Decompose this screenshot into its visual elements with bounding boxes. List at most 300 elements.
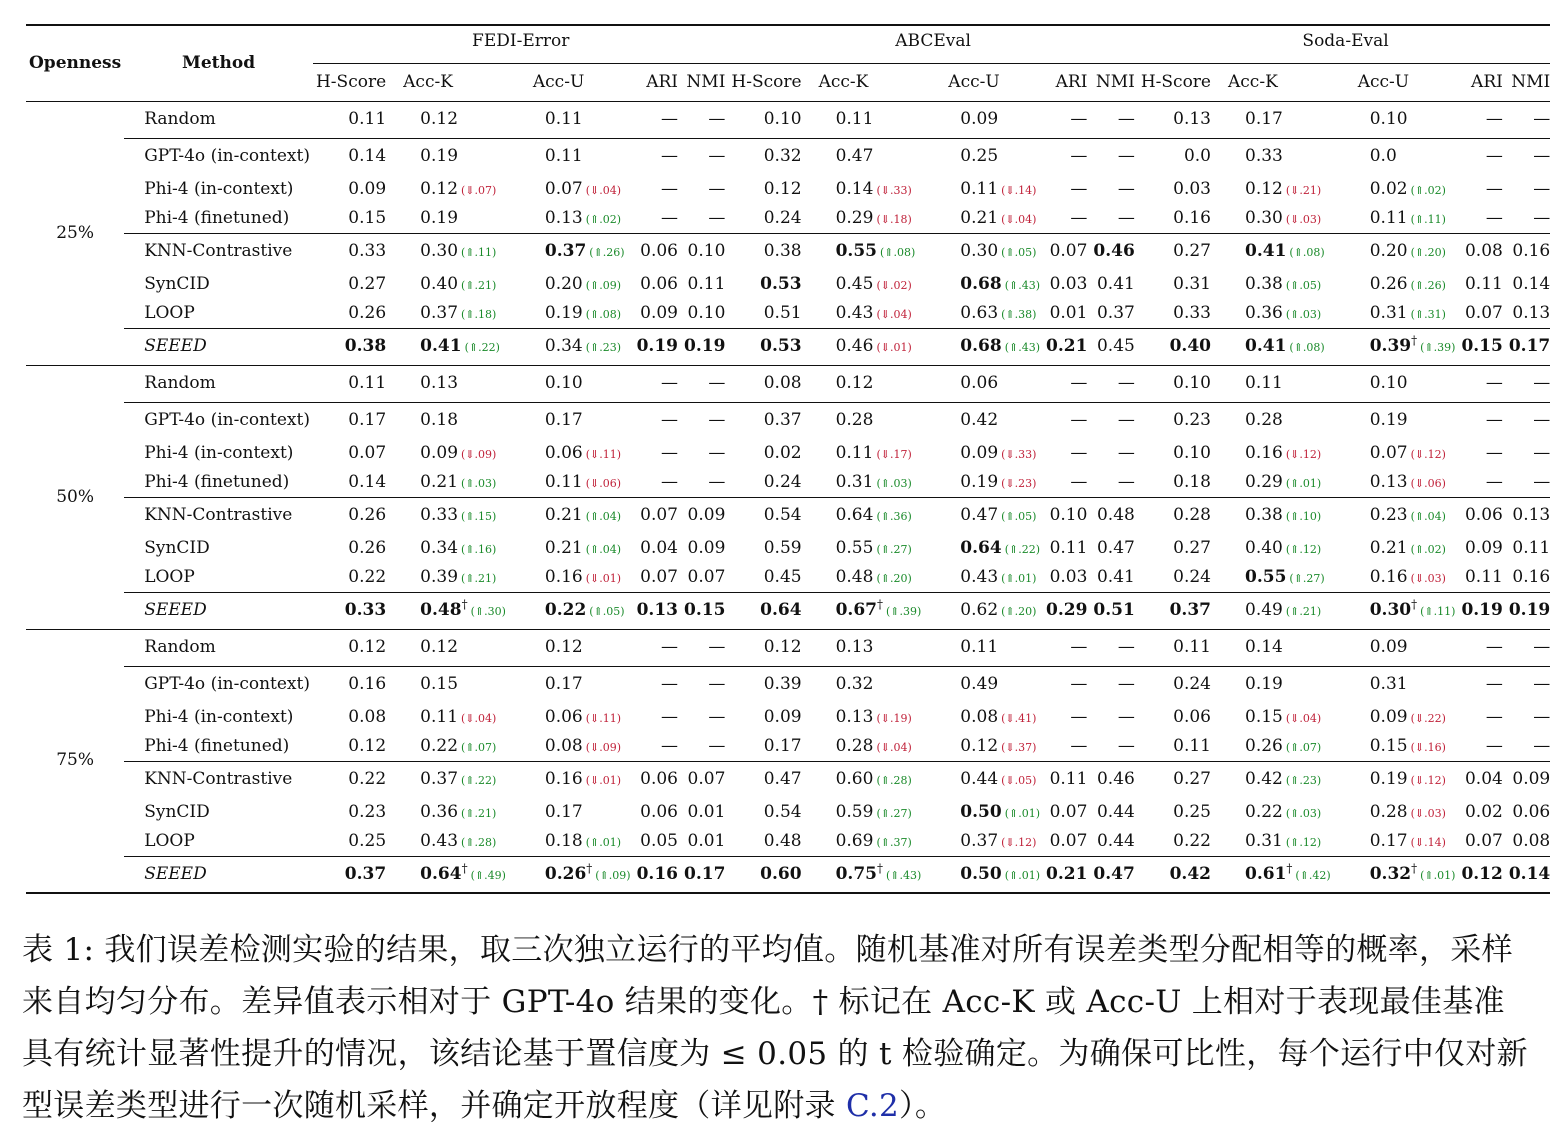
cell-value: 0.31 — [1245, 830, 1283, 851]
delta-up: (⇑.20) — [1001, 605, 1037, 618]
cell-value: 0.49 — [960, 674, 999, 695]
table-cell — [1138, 439, 1214, 468]
table-cell — [1334, 827, 1459, 856]
table-cell — [728, 592, 804, 629]
table-cell — [1334, 270, 1459, 299]
cell-value: 0.09 — [640, 302, 678, 323]
table-cell — [1138, 328, 1214, 365]
delta-down: (⇓.19) — [876, 712, 912, 725]
cell-value: — — [1533, 146, 1550, 167]
delta-up: (⇑.43) — [885, 868, 922, 882]
table-cell — [924, 233, 1043, 270]
cell-value: 0.21 — [544, 538, 583, 558]
cell-value: 0.46 — [1096, 769, 1135, 790]
cell-value: 0.08 — [1464, 241, 1503, 262]
cell-value: 0.24 — [763, 471, 802, 492]
delta-down: (⇓.16) — [1410, 740, 1446, 754]
significance-dagger: † — [461, 861, 468, 876]
cell-value: 0.10 — [687, 241, 726, 262]
cell-value: 0.16 — [1512, 566, 1550, 587]
cell-value: 0.11 — [1049, 769, 1088, 790]
table-cell — [1214, 233, 1334, 270]
table-cell — [634, 328, 681, 365]
column-header: Acc-U — [948, 71, 1000, 92]
table-cell — [681, 761, 728, 798]
table-cell — [509, 629, 634, 666]
table-cell — [1090, 629, 1137, 666]
cell-value: 0.19 — [684, 336, 726, 356]
cell-value: 0.11 — [960, 637, 999, 657]
cell-value: 0.08 — [960, 707, 999, 727]
cell-value: 0.07 — [1464, 302, 1503, 323]
delta-down: (⇓.11) — [585, 448, 622, 461]
table-cell — [728, 365, 804, 402]
cell-value: 0.22 — [1245, 802, 1283, 822]
cell-value: 0.18 — [544, 830, 583, 851]
cell-value: 0.39 — [1369, 336, 1412, 356]
table-cell — [924, 703, 1043, 732]
table-row — [26, 175, 1550, 204]
table-cell — [509, 439, 634, 468]
table-cell — [389, 534, 509, 563]
cell-value: 0.26 — [348, 302, 387, 323]
cell-value: 0.13 — [1369, 471, 1408, 492]
cell-value: 0.16 — [348, 674, 387, 695]
table-cell — [681, 439, 728, 468]
table-cell — [805, 592, 925, 629]
table-cell — [634, 365, 681, 402]
cell-value: 0.07 — [544, 179, 583, 199]
cell-value: 0.16 — [1512, 241, 1550, 262]
table-cell — [1138, 761, 1214, 798]
cell-value: 0.33 — [420, 505, 459, 526]
table-cell — [634, 827, 681, 856]
delta-down: (⇓.01) — [585, 774, 622, 788]
cell-value: 0.06 — [544, 707, 583, 727]
cell-value: 0.41 — [1245, 241, 1287, 262]
delta-up: (⇑.02) — [1410, 543, 1446, 556]
table-cell — [681, 497, 728, 534]
cell-value: 0.46 — [1093, 241, 1135, 262]
cell-value: 0.29 — [1245, 471, 1283, 492]
table-cell — [1458, 827, 1505, 856]
cell-value: 0.40 — [1245, 538, 1283, 558]
table-cell — [1043, 365, 1090, 402]
table-cell — [313, 732, 389, 761]
cell-value: 0.33 — [1245, 146, 1283, 167]
table-cell — [509, 270, 634, 299]
table-cell — [924, 563, 1043, 592]
cell-value: 0.51 — [1093, 600, 1135, 620]
cell-value: 0.47 — [763, 769, 802, 790]
cell-value: — — [1533, 443, 1550, 463]
cell-value: 0.09 — [1464, 538, 1503, 558]
table-cell — [1214, 497, 1334, 534]
delta-up: (⇑.36) — [876, 510, 912, 524]
cell-value: — — [708, 707, 726, 727]
cell-value: 0.19 — [1508, 600, 1550, 620]
cell-value: 0.67 — [835, 600, 877, 620]
delta-up: (⇑.22) — [464, 341, 500, 354]
delta-down: (⇓.09) — [461, 448, 497, 461]
table-cell — [1506, 761, 1550, 798]
table-cell — [1214, 402, 1334, 439]
table-cell — [313, 798, 389, 827]
table-cell — [389, 629, 509, 666]
cell-value: — — [1533, 707, 1550, 727]
method-name: KNN-Contrastive — [124, 233, 313, 270]
cell-value: 0.10 — [1369, 373, 1408, 393]
table-cell — [924, 328, 1043, 365]
cell-value: 0.07 — [640, 566, 678, 587]
cell-value: 0.11 — [1245, 373, 1283, 393]
cell-value: — — [708, 471, 726, 492]
table-cell — [681, 798, 728, 827]
cell-value: 0.11 — [1049, 538, 1088, 558]
cell-value: 0.07 — [1049, 241, 1088, 262]
table-cell — [389, 798, 509, 827]
significance-dagger: † — [876, 861, 883, 876]
table-cell — [1090, 666, 1137, 703]
table-row — [26, 798, 1550, 827]
delta-up: (⇑.16) — [461, 543, 497, 556]
method-name: GPT-4o (in-context) — [124, 402, 313, 439]
cell-value: 0.43 — [960, 566, 999, 587]
cell-value: 0.27 — [1173, 538, 1211, 558]
table-cell — [389, 204, 509, 233]
cell-value: 0.19 — [1369, 769, 1408, 790]
table-cell — [389, 270, 509, 299]
cell-value: 0.51 — [763, 302, 802, 323]
cell-value: 0.14 — [835, 179, 874, 199]
cell-value: 0.04 — [1464, 769, 1503, 790]
table-cell — [805, 402, 925, 439]
table-cell — [1334, 365, 1459, 402]
cell-value: 0.19 — [1369, 410, 1408, 431]
table-cell — [1506, 204, 1550, 233]
cell-value: 0.37 — [420, 302, 459, 323]
delta-up: (⇑.28) — [876, 774, 912, 788]
table-cell — [389, 666, 509, 703]
table-cell — [924, 175, 1043, 204]
delta-down: (⇓.12) — [1410, 774, 1446, 788]
significance-dagger: † — [1411, 333, 1418, 348]
cell-value: 0.10 — [544, 373, 583, 393]
table-cell — [1043, 761, 1090, 798]
cell-value: 0.11 — [835, 443, 874, 463]
delta-up: (⇑.22) — [461, 774, 497, 788]
cell-value: 0.19 — [636, 336, 678, 356]
significance-dagger: † — [461, 597, 468, 612]
table-cell — [509, 101, 634, 138]
delta-up: (⇑.27) — [876, 807, 912, 820]
delta-up: (⇑.04) — [585, 510, 622, 524]
cell-value: — — [1485, 637, 1503, 657]
table-cell — [805, 204, 925, 233]
cell-value: 0.13 — [835, 637, 874, 657]
method-name: KNN-Contrastive — [124, 761, 313, 798]
cell-value: 0.37 — [1096, 302, 1135, 323]
table-cell — [924, 827, 1043, 856]
table-row — [26, 299, 1550, 328]
table-cell — [1214, 270, 1334, 299]
cell-value: 0.08 — [1512, 830, 1550, 851]
table-cell — [805, 497, 925, 534]
cell-value: 0.34 — [420, 538, 459, 558]
cell-value: 0.08 — [544, 735, 583, 756]
delta-up: (⇑.22) — [1004, 543, 1041, 556]
caption-text-end: ）。 — [899, 1088, 947, 1124]
cell-value: — — [661, 207, 678, 228]
cell-value: 0.22 — [544, 600, 587, 620]
cell-value: 0.31 — [835, 471, 874, 492]
cell-value: — — [661, 637, 678, 657]
table-cell — [1138, 270, 1214, 299]
column-header: ARI — [1471, 71, 1503, 92]
cell-value: 0.17 — [544, 802, 583, 822]
table-cell — [805, 798, 925, 827]
delta-down: (⇓.41) — [1001, 712, 1037, 725]
table-cell — [681, 666, 728, 703]
cell-value: 0.45 — [1096, 336, 1135, 356]
delta-up: (⇑.21) — [461, 279, 497, 292]
table-cell — [389, 328, 509, 365]
cell-value: — — [1070, 735, 1088, 756]
delta-up: (⇑.10) — [1285, 510, 1322, 524]
table-cell — [1458, 856, 1505, 893]
cell-value: 0.29 — [835, 207, 874, 228]
cell-value: 0.32 — [1369, 863, 1412, 884]
table-cell — [634, 497, 681, 534]
table-row — [26, 204, 1550, 233]
table-cell — [1334, 703, 1459, 732]
cell-value: — — [1070, 674, 1088, 695]
cell-value: 0.15 — [420, 674, 459, 695]
cell-value: 0.16 — [636, 863, 678, 884]
table-cell — [1214, 468, 1334, 497]
table-cell — [805, 138, 925, 175]
cell-value: 0.27 — [348, 274, 387, 294]
table-cell — [1090, 761, 1137, 798]
cell-value: 0.16 — [1173, 207, 1211, 228]
cell-value: 0.07 — [1369, 443, 1408, 463]
table-cell — [389, 563, 509, 592]
table-cell — [313, 468, 389, 497]
cell-value: — — [1070, 109, 1088, 129]
method-name: LOOP — [144, 302, 195, 323]
table-cell — [924, 138, 1043, 175]
table-cell — [681, 592, 728, 629]
cell-value: 0.44 — [1096, 802, 1135, 822]
cell-value: 0.09 — [687, 538, 726, 558]
cell-value: 0.15 — [1369, 735, 1408, 756]
cell-value: — — [1070, 637, 1088, 657]
cell-value: — — [1070, 443, 1088, 463]
delta-up: (⇑.01) — [585, 835, 622, 849]
table-cell — [1043, 233, 1090, 270]
cell-value: 0.14 — [348, 471, 387, 492]
table-cell — [1506, 732, 1550, 761]
delta-down: (⇓.03) — [1285, 212, 1322, 226]
openness-value: 25% — [56, 222, 94, 243]
appendix-link[interactable]: C.2 — [845, 1088, 900, 1124]
table-cell — [681, 270, 728, 299]
table-cell — [1506, 703, 1550, 732]
cell-value: 0.60 — [835, 769, 874, 790]
cell-value: 0.11 — [835, 109, 874, 129]
table-cell — [1090, 233, 1137, 270]
delta-down: (⇓.03) — [1410, 571, 1446, 585]
table-cell — [728, 233, 804, 270]
cell-value: 0.33 — [348, 241, 387, 262]
cell-value: 0.10 — [1369, 109, 1408, 129]
cell-value: — — [1485, 735, 1503, 756]
table-cell — [313, 233, 389, 270]
cell-value: — — [1485, 674, 1503, 695]
delta-up: (⇑.08) — [585, 307, 622, 321]
column-header: ARI — [1055, 71, 1088, 92]
delta-down: (⇓.22) — [1410, 712, 1446, 725]
table-cell — [1334, 798, 1459, 827]
delta-up: (⇑.39) — [885, 605, 922, 618]
significance-dagger: † — [1286, 861, 1293, 876]
cell-value: 0.11 — [544, 109, 583, 129]
table-cell — [634, 732, 681, 761]
table-row — [26, 233, 1550, 270]
cell-value: 0.54 — [763, 505, 802, 526]
table-cell — [1090, 365, 1137, 402]
table-cell — [728, 732, 804, 761]
cell-value: 0.09 — [420, 443, 459, 463]
cell-value: 0.12 — [1245, 179, 1283, 199]
table-cell — [728, 402, 804, 439]
cell-value: 0.12 — [420, 637, 459, 657]
table-cell — [1043, 534, 1090, 563]
table-cell — [1214, 138, 1334, 175]
table-cell — [1090, 732, 1137, 761]
table-row — [26, 666, 1550, 703]
table-row — [26, 761, 1550, 798]
table-cell — [313, 439, 389, 468]
table-cell — [313, 666, 389, 703]
table-cell — [1138, 402, 1214, 439]
delta-down: (⇓.37) — [1001, 740, 1037, 754]
cell-value: — — [708, 637, 726, 657]
cell-value: 0.26 — [1245, 735, 1283, 756]
delta-up: (⇑.23) — [1285, 774, 1322, 788]
table-cell — [313, 101, 389, 138]
table-caption — [22, 924, 1534, 1132]
table-cell — [1138, 666, 1214, 703]
delta-up: (⇑.01) — [1004, 807, 1041, 820]
table-cell — [1043, 138, 1090, 175]
table-cell — [728, 497, 804, 534]
table-cell — [313, 827, 389, 856]
group-header-soda: Soda-Eval — [1138, 25, 1550, 63]
table-cell — [1090, 534, 1137, 563]
cell-value: — — [1117, 410, 1135, 431]
cell-value: — — [1485, 707, 1503, 727]
table-cell — [1043, 299, 1090, 328]
table-cell — [681, 365, 728, 402]
cell-value: — — [661, 410, 678, 431]
table-cell — [1214, 592, 1334, 629]
delta-up: (⇑.01) — [1420, 868, 1456, 882]
table-cell — [634, 468, 681, 497]
cell-value: 0.07 — [687, 769, 726, 790]
cell-value: 0.31 — [1369, 674, 1408, 695]
cell-value: 0.39 — [763, 674, 802, 695]
table-cell — [1090, 497, 1137, 534]
table-cell — [389, 101, 509, 138]
column-header: H-Score — [315, 71, 387, 92]
table-cell — [509, 563, 634, 592]
cell-value: 0.21 — [420, 471, 459, 492]
delta-up: (⇑.08) — [1289, 341, 1325, 354]
table-cell — [1458, 402, 1505, 439]
table-cell — [1214, 101, 1334, 138]
table-row — [26, 534, 1550, 563]
cell-value: 0.27 — [1173, 241, 1211, 262]
delta-up: (⇑.43) — [1004, 279, 1041, 292]
cell-value: 0.09 — [763, 707, 802, 727]
openness-value: 50% — [26, 365, 124, 629]
table-cell — [924, 101, 1043, 138]
table-cell — [924, 732, 1043, 761]
table-cell — [1506, 402, 1550, 439]
table-cell — [1090, 592, 1137, 629]
cell-value: 0.24 — [1173, 674, 1211, 695]
cell-value: — — [1070, 179, 1088, 199]
table-cell — [1138, 732, 1214, 761]
cell-value: 0.16 — [1245, 443, 1283, 463]
table-body — [26, 101, 1550, 893]
cell-value: — — [1533, 410, 1550, 431]
table-cell — [805, 761, 925, 798]
cell-value: 0.38 — [344, 336, 387, 356]
table-cell — [1138, 138, 1214, 175]
table-cell — [1506, 270, 1550, 299]
method-name: SEEED — [124, 592, 313, 629]
table-cell — [1334, 101, 1459, 138]
cell-value: 0.37 — [960, 830, 999, 851]
cell-value: 0.0 — [1183, 146, 1211, 167]
table-cell — [389, 592, 509, 629]
table-cell — [1214, 563, 1334, 592]
cell-value: 0.06 — [640, 802, 678, 822]
cell-value: 0.14 — [1508, 863, 1550, 884]
table-cell — [728, 534, 804, 563]
table-cell — [924, 468, 1043, 497]
table-row — [26, 732, 1550, 761]
table-cell — [728, 666, 804, 703]
cell-value: — — [1485, 410, 1503, 431]
table-cell — [313, 365, 389, 402]
table-cell — [509, 468, 634, 497]
cell-value: 0.09 — [1369, 707, 1408, 727]
table-cell — [681, 534, 728, 563]
table-cell — [728, 468, 804, 497]
table-cell — [1043, 856, 1090, 893]
delta-up: (⇑.27) — [1289, 571, 1325, 585]
cell-value: 0.23 — [1173, 410, 1211, 431]
table-cell — [389, 761, 509, 798]
table-cell — [1334, 138, 1459, 175]
cell-value: 0.11 — [1173, 637, 1211, 657]
cell-value: 0.33 — [344, 600, 387, 620]
table-cell — [389, 365, 509, 402]
table-cell — [509, 365, 634, 402]
